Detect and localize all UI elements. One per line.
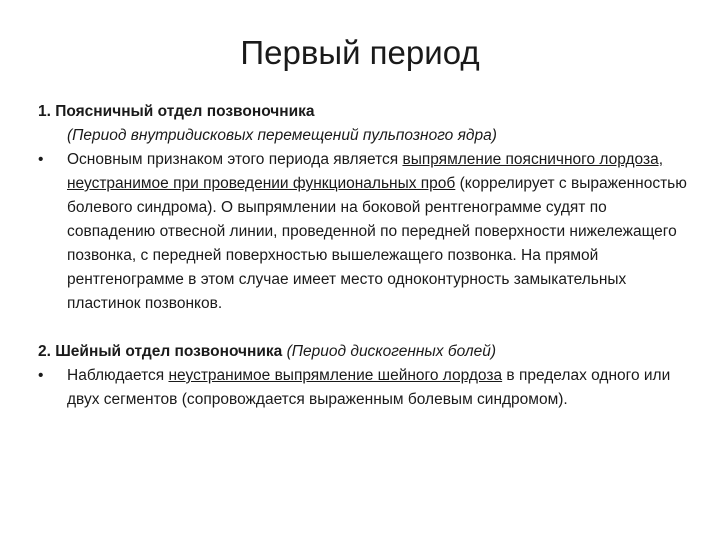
section1-heading [38, 100, 698, 124]
bullet-marker: • [38, 367, 44, 384]
section2-subtitle: (Период дискогенных болей) [286, 343, 497, 360]
section1-subtitle: (Период внутридисковых перемещений пульпозного ядра) [67, 127, 497, 144]
section-gap [38, 316, 698, 340]
section2-bullet-text-2: в пределах одного или двух сегментов (сопровождается выраженным болевым синдромом). [67, 367, 671, 408]
section1-bullet-underlined: выпрямление поясничного лордоза, неустранимое при проведении функциональных проб [67, 151, 664, 192]
section1-bullet [38, 148, 698, 316]
section1-heading-text: 1. Поясничный отдел позвоночника [38, 103, 315, 120]
section2-bullet-text-1: Наблюдается [67, 367, 169, 384]
bullet-marker: • [38, 151, 44, 168]
slide-title: Первый период [240, 34, 480, 71]
section2-heading [38, 340, 698, 364]
section2-heading-text: 2. Шейный отдел позвоночника [38, 343, 283, 360]
section1-bullet-text-1: Основным признаком этого периода является [67, 151, 403, 168]
section2-bullet-underlined: неустранимое выпрямление шейного лордоза [168, 367, 503, 384]
section2-bullet [38, 364, 698, 412]
slide-content [38, 100, 698, 412]
section1-bullet-text-2: (коррелирует с выраженностью болевого синдрома). О выпрямлении на боковой рентгенограмме судят по совпадению отвесной линии, проведенной по передней поверхности нижележащего позвонка, с передней поверхностью вышележащего позвонка. На прямой рентгенограмме в этом случае имеет место одноконтурность замыкательных пластинок позвонков. [67, 175, 687, 312]
